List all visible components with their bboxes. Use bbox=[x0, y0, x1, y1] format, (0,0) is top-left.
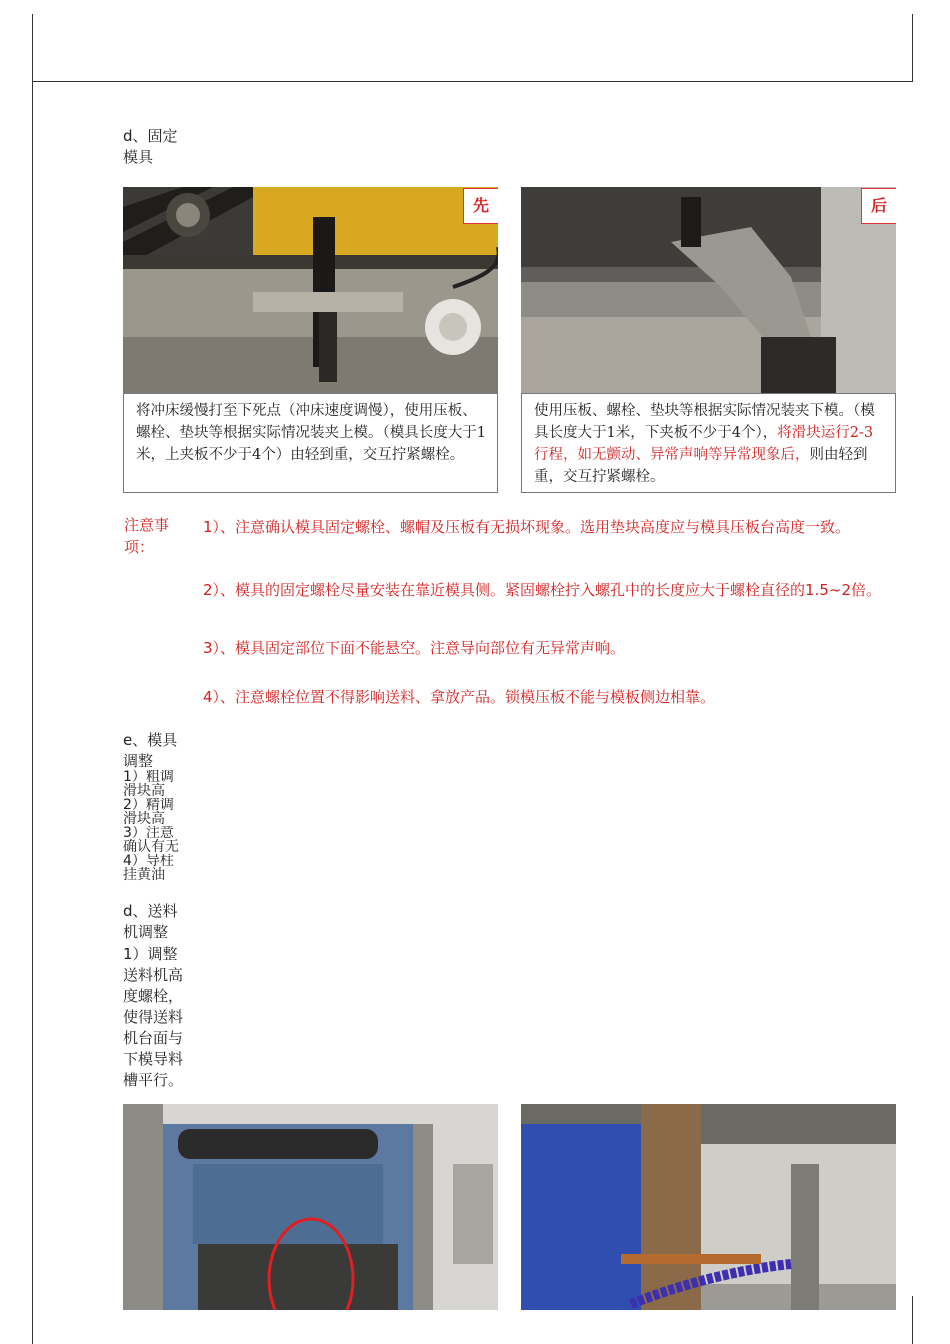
section-feeder-body: 1）调整 送料机高 度螺栓， 使得送料 机台面与 下模导料 槽平行。 bbox=[123, 945, 184, 1089]
page-border-left bbox=[32, 14, 33, 1344]
feeder-photo-right bbox=[521, 1104, 896, 1310]
after-photo bbox=[521, 187, 896, 393]
section-e-item-4: 4）导柱 挂黄油 bbox=[123, 854, 174, 883]
section-e-item-2: 2）精调 滑块高 bbox=[123, 798, 174, 826]
section-e-item-1: 1）粗调 滑块高 bbox=[123, 770, 174, 798]
notes-label: 注意事 项： bbox=[124, 516, 170, 556]
note-item-3: 3）、模具固定部位下面不能悬空。注意导向部位有无异常声响。 bbox=[203, 639, 626, 657]
note-item-2: 2）、模具的固定螺栓尽量安装在靠近模具侧。紧固螺栓拧入螺孔中的长度应大于螺栓直径的1.5~2倍。 bbox=[203, 581, 882, 599]
after-caption-highlight: 将滑块运行2-3行程，如无颤动、异常声响等异常现象后， bbox=[534, 425, 874, 463]
before-badge: 先 bbox=[463, 188, 498, 224]
note-item-4: 4）、注意螺栓位置不得影响送料、拿放产品。锁模压板不能与模板侧边相靠。 bbox=[203, 688, 716, 706]
feeder-photo-left bbox=[123, 1104, 498, 1310]
section-e-heading: e、模具 调整 bbox=[123, 731, 178, 770]
page-border-right bbox=[912, 14, 913, 82]
after-caption-tail: 则由轻到重，交互拧紧螺栓。 bbox=[534, 447, 868, 485]
note-item-1: 1）、注意确认模具固定螺栓、螺帽及压板有无损坏现象。选用垫块高度应与模具压板台高度一致。 bbox=[203, 518, 851, 536]
section-d-heading: d、固定 模具 bbox=[123, 127, 178, 166]
section-e-item-3: 3）注意 确认有无 bbox=[123, 826, 179, 854]
section-feeder-heading: d、送料 机调整 bbox=[123, 902, 178, 941]
page-border-right-lower bbox=[912, 1296, 913, 1344]
after-badge: 后 bbox=[861, 188, 896, 224]
header-rule bbox=[32, 81, 913, 82]
after-caption-normal: 使用压板、螺栓、垫块等根据实际情况装夹下模。（模具长度大于1米，下夹板不少于4个）， bbox=[534, 403, 875, 441]
before-photo bbox=[123, 187, 498, 393]
before-caption: 将冲床缓慢打至下死点（冲床速度调慢），使用压板、螺栓、垫块等根据实际情况装夹上模。（模具长度大于1米，上夹板不少于4个）由轻到重，交互拧紧螺栓。 bbox=[123, 393, 498, 493]
after-caption bbox=[521, 393, 896, 493]
